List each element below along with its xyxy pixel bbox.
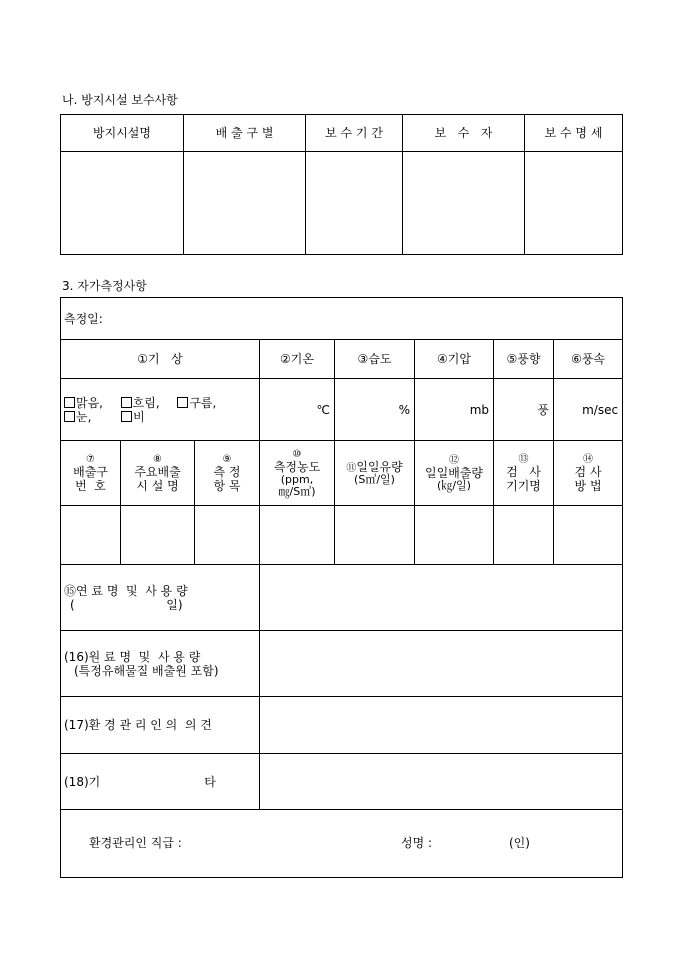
checkbox-clear[interactable] [64, 397, 75, 408]
section-3-title: 3. 자가측정사항 [62, 279, 147, 293]
weather-options [61, 379, 260, 441]
opinion-value [260, 697, 623, 754]
option-snow-label: 눈, [76, 409, 92, 424]
wind-speed-unit: m/sec [554, 379, 623, 441]
data-cell [260, 506, 335, 565]
header-repairer: 보 수 자 [403, 115, 525, 152]
repair-cell [306, 152, 403, 255]
fuel-value [260, 565, 623, 631]
manager-position-label: 환경관리인 직급 : [89, 836, 182, 850]
raw-material-label: (16)원 료 명 및 사 용 량 (특정유해물질 배출원 포함) [61, 631, 260, 697]
repair-cell [184, 152, 306, 255]
option-clear-label: 맑음, [76, 395, 103, 410]
fuel-label: ⑮연 료 명 및 사 용 량 ( 일) [61, 565, 260, 631]
data-cell [415, 506, 494, 565]
manager-name-label: 성명 : [401, 836, 433, 850]
header-repair-details: 보 수 명 세 [525, 115, 623, 152]
repair-cell [61, 152, 184, 255]
opinion-label: (17)환 경 관 리 인 의 의 견 [61, 697, 260, 754]
col-outlet-number: ⑦ 배출구 번 호 [61, 441, 121, 506]
data-cell [494, 506, 554, 565]
data-cell [195, 506, 260, 565]
col-main-facility: ⑧ 주요배출 시 설 명 [121, 441, 195, 506]
col-test-method: ⑭ 검 사 방 법 [554, 441, 623, 506]
header-repair-period: 보 수 기 간 [306, 115, 403, 152]
signature-row [61, 810, 623, 878]
checkbox-snow[interactable] [64, 411, 75, 422]
pressure-unit: mb [415, 379, 494, 441]
col-concentration: ⑩ 측정농도 (ppm, ㎎/S㎥) [260, 441, 335, 506]
pressure-header: ④기압 [415, 340, 494, 379]
checkbox-cloudy[interactable] [121, 397, 132, 408]
col-daily-flow: ⑪일일유량 (S㎥/일) [335, 441, 415, 506]
repair-table [60, 114, 623, 255]
section-na-title: 나. 방지시설 보수사항 [62, 93, 178, 107]
etc-value [260, 754, 623, 810]
data-cell [121, 506, 195, 565]
wind-dir-unit: 풍 [494, 379, 554, 441]
seal-mark: (인) [509, 836, 530, 850]
raw-material-value [260, 631, 623, 697]
weather-header: ①기 상 [61, 340, 260, 379]
temp-header: ②기온 [260, 340, 335, 379]
option-rain-label: 비 [133, 409, 145, 424]
header-outlet: 배 출 구 별 [184, 115, 306, 152]
data-cell [554, 506, 623, 565]
wind-speed-header: ⑥풍속 [554, 340, 623, 379]
measure-date-label: 측정일: [61, 298, 623, 340]
checkbox-overcast[interactable] [177, 397, 188, 408]
etc-label: (18)기 타 [61, 754, 260, 810]
col-daily-emission: ⑫ 일일배출량 (㎏/일) [415, 441, 494, 506]
col-measure-item: ⑨ 측 정 항 목 [195, 441, 260, 506]
humidity-unit: % [335, 379, 415, 441]
self-measurement-table [60, 297, 623, 878]
header-facility-name: 방지시설명 [61, 115, 184, 152]
option-cloudy-label: 흐림, [132, 395, 160, 410]
temp-unit: ℃ [260, 379, 335, 441]
data-cell [335, 506, 415, 565]
col-test-device: ⑬ 검 사 기기명 [494, 441, 554, 506]
repair-cell [403, 152, 525, 255]
checkbox-rain[interactable] [121, 411, 132, 422]
humidity-header: ③습도 [335, 340, 415, 379]
data-cell [61, 506, 121, 565]
option-overcast-label: 구름, [189, 395, 217, 410]
repair-cell [525, 152, 623, 255]
wind-dir-header: ⑤풍향 [494, 340, 554, 379]
